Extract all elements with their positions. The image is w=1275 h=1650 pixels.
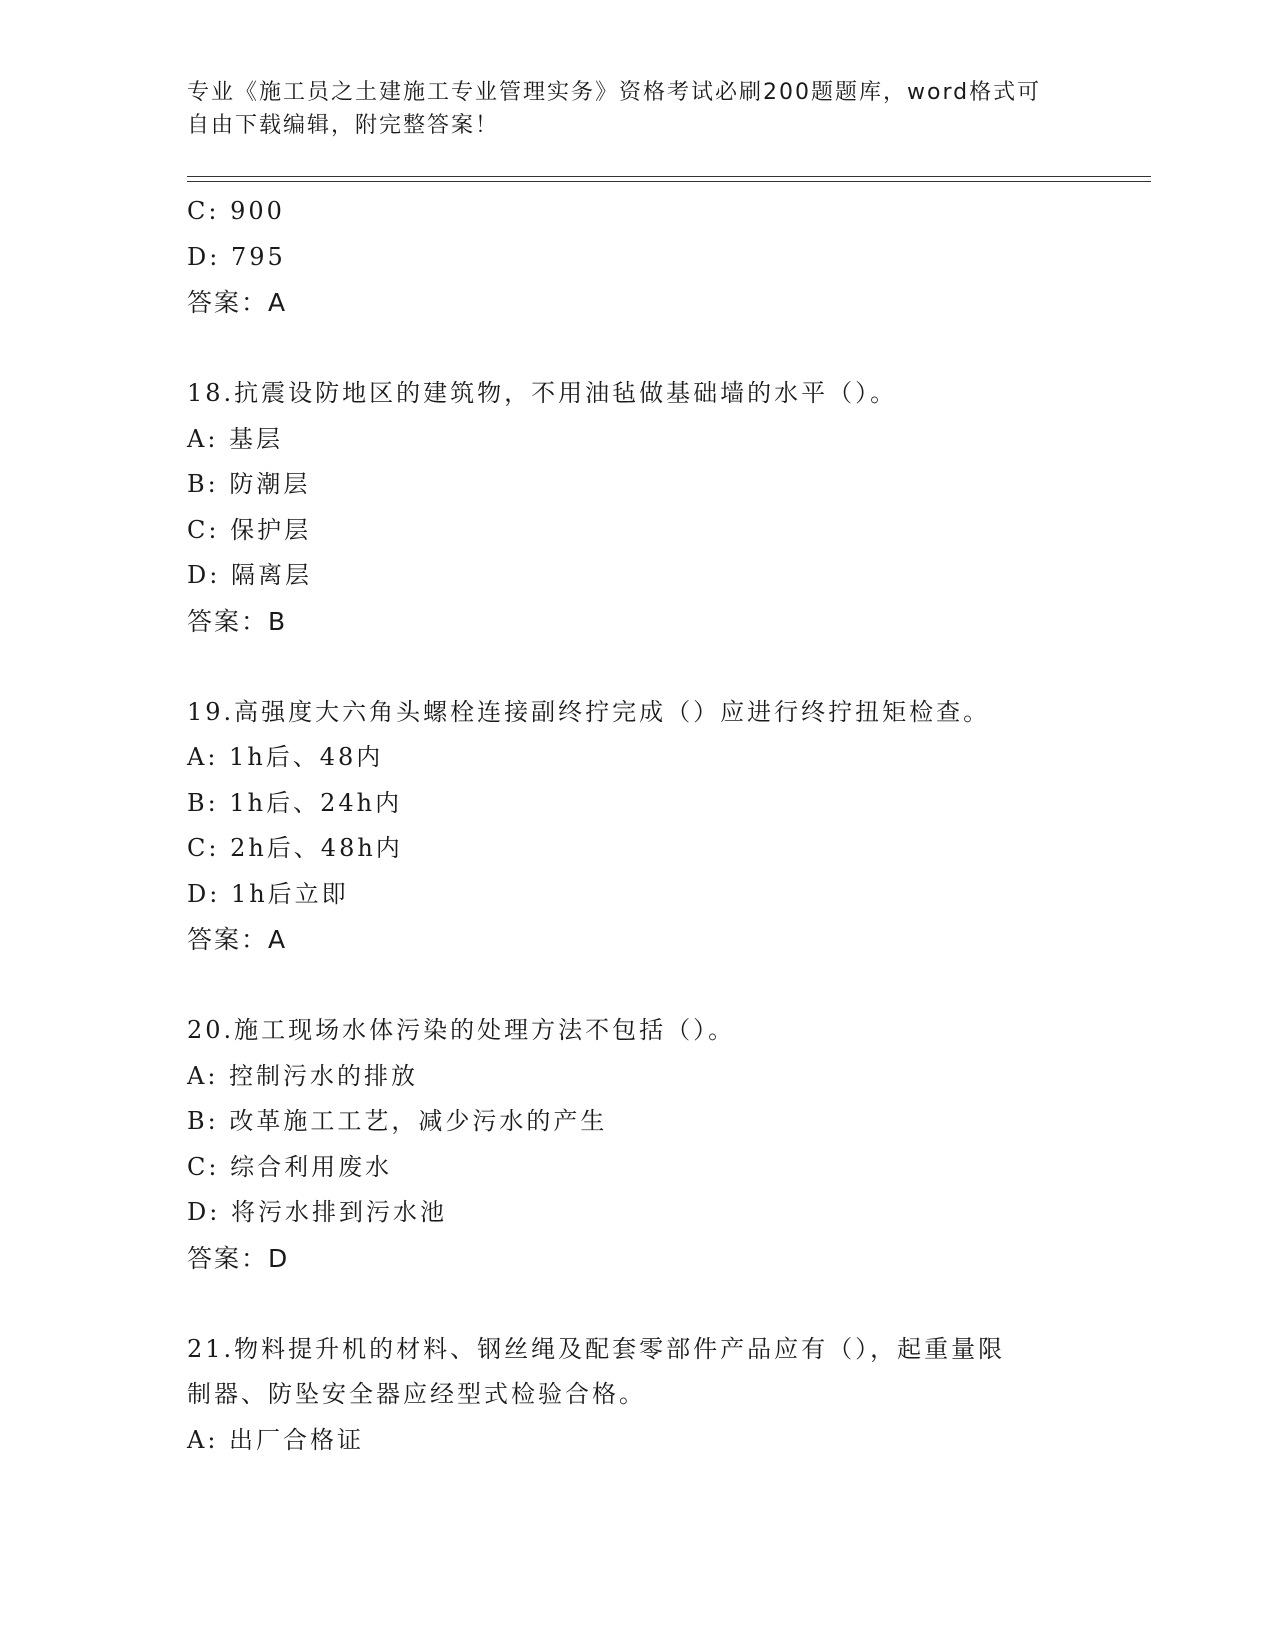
option-c: C: 综合利用废水 (187, 1152, 393, 1181)
spacer (187, 963, 1087, 1009)
question-19 (187, 690, 1087, 963)
question-17-tail (187, 189, 1087, 326)
option-b: B: 1h后、24h内 (187, 788, 403, 817)
option-d: D: 隔离层 (187, 561, 312, 589)
option-c: C: 2h后、48h内 (187, 834, 403, 862)
question-18 (187, 371, 1087, 644)
option-c: C: 保护层 (187, 515, 312, 544)
option-a: A: 控制污水的排放 (187, 1061, 419, 1090)
header-line-1: 专业《施工员之土建施工专业管理实务》资格考试必刷200题题库，word格式可 (187, 80, 1042, 105)
option-d: D: 1h后立即 (187, 879, 349, 908)
question-stem: 19.高强度大六角头螺栓连接副终拧完成（）应进行终拧扭矩检查。 (187, 697, 991, 726)
option-a: A: 出厂合格证 (187, 1425, 365, 1454)
answer: 答案：D (187, 1243, 290, 1273)
option-a: A: 基层 (187, 424, 284, 453)
question-list (187, 189, 1087, 1463)
option-b: B: 防潮层 (187, 470, 311, 498)
question-20 (187, 1008, 1087, 1281)
option-d: D: 795 (187, 242, 286, 271)
spacer (187, 326, 1087, 372)
option-c: C: 900 (187, 197, 285, 225)
spacer (187, 1281, 1087, 1327)
page-header (187, 76, 1067, 142)
header-rule-top (187, 176, 1151, 177)
answer: 答案：A (187, 925, 288, 954)
question-stem-line-2: 制器、防坠安全器应经型式检验合格。 (187, 1380, 646, 1408)
answer: 答案：A (187, 288, 288, 317)
option-d: D: 将污水排到污水池 (187, 1198, 447, 1226)
question-stem: 18.抗震设防地区的建筑物，不用油毡做基础墙的水平（）。 (187, 379, 898, 407)
spacer (187, 644, 1087, 690)
option-a: A: 1h后、48内 (187, 743, 384, 771)
header-rule-bottom (187, 181, 1151, 182)
question-stem-line-1: 21.物料提升机的材料、钢丝绳及配套零部件产品应有（），起重量限 (187, 1334, 1006, 1363)
question-21 (187, 1327, 1087, 1464)
answer: 答案：B (187, 606, 288, 636)
header-line-2: 自由下载编辑，附完整答案！ (187, 113, 500, 138)
question-stem: 20.施工现场水体污染的处理方法不包括（）。 (187, 1016, 736, 1044)
option-b: B: 改革施工工艺，减少污水的产生 (187, 1107, 608, 1135)
